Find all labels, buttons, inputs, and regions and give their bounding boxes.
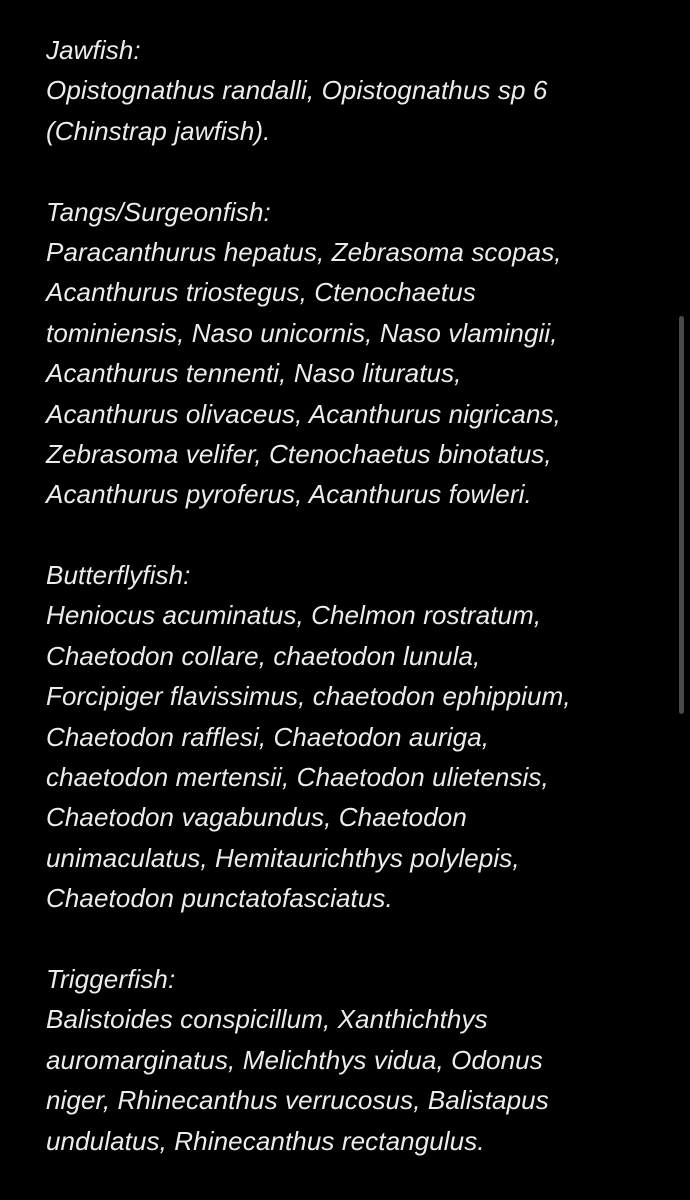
blank-line xyxy=(46,515,646,555)
species-line: Balistoides conspicillum, Xanthichthys xyxy=(46,1004,488,1035)
species-line: Forcipiger flavissimus, chaetodon ephippium, xyxy=(46,681,571,712)
species-line: Chaetodon rafflesi, Chaetodon auriga, xyxy=(46,721,490,752)
species-line: auromarginatus, Melichthys vidua, Odonus xyxy=(46,1044,543,1075)
scroll-indicator[interactable] xyxy=(679,316,684,714)
species-line: Acanthurus tennenti, Naso lituratus, xyxy=(46,358,462,389)
species-line: undulatus, Rhinecanthus rectangulus. xyxy=(46,1125,485,1156)
species-line: Heniocus acuminatus, Chelmon rostratum, xyxy=(46,600,542,631)
species-line: niger, Rhinecanthus verrucosus, Balistapus xyxy=(46,1085,549,1116)
section-triggerfish xyxy=(46,959,646,1161)
blank-line xyxy=(46,919,646,959)
section-heading: Jawfish: xyxy=(46,35,141,65)
section-jawfish xyxy=(46,30,646,151)
section-heading: Tangs/Surgeonfish: xyxy=(46,196,271,227)
species-line: (Chinstrap jawfish). xyxy=(46,115,271,146)
section-butterflyfish xyxy=(46,555,646,919)
species-line: Acanthurus triostegus, Ctenochaetus xyxy=(46,277,476,308)
species-line: Chaetodon vagabundus, Chaetodon xyxy=(46,802,467,833)
species-line: Acanthurus pyroferus, Acanthurus fowleri. xyxy=(46,479,532,510)
species-line: tominiensis, Naso unicornis, Naso vlamingii, xyxy=(46,317,558,348)
species-line: Zebrasoma velifer, Ctenochaetus binotatus, xyxy=(46,438,552,469)
blank-line xyxy=(46,151,646,191)
note-body[interactable] xyxy=(46,30,646,1161)
section-heading: Triggerfish: xyxy=(46,963,176,994)
species-line: Opistognathus randalli, Opistognathus sp 6 xyxy=(46,75,548,106)
species-line: unimaculatus, Hemitaurichthys polylepis, xyxy=(46,842,520,873)
species-line: Acanthurus olivaceus, Acanthurus nigricans, xyxy=(46,398,561,429)
section-tangs-surgeonfish xyxy=(46,192,646,515)
species-line: chaetodon mertensii, Chaetodon ulietensis, xyxy=(46,762,549,793)
species-line: Chaetodon punctatofasciatus. xyxy=(46,883,393,914)
section-heading: Butterflyfish: xyxy=(46,560,191,591)
species-line: Paracanthurus hepatus, Zebrasoma scopas, xyxy=(46,236,562,267)
species-line: Chaetodon collare, chaetodon lunula, xyxy=(46,640,481,671)
